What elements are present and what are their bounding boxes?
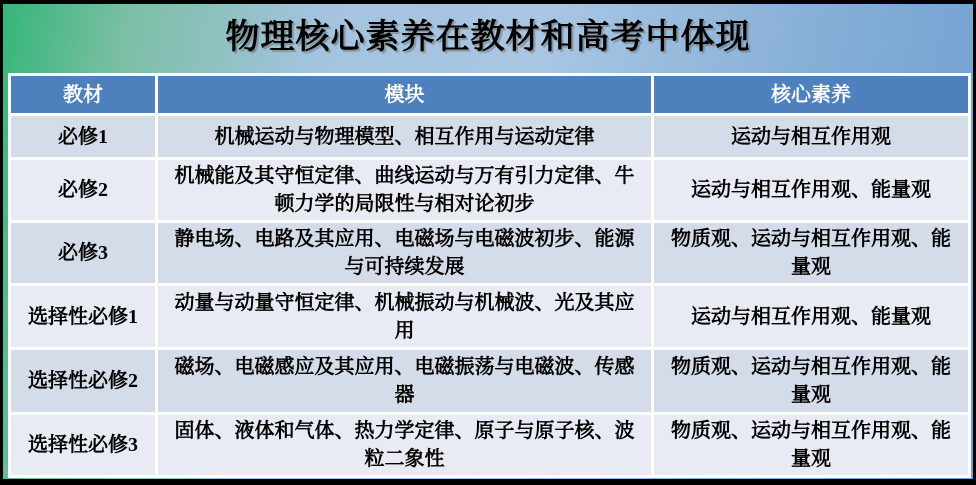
table-header-row	[10, 75, 970, 115]
module-cell: 静电场、电路及其应用、电磁场与电磁波初步、能源与可持续发展	[157, 222, 653, 285]
table-row	[10, 159, 970, 222]
competency-cell: 物质观、运动与相互作用观、能量观	[653, 222, 970, 285]
textbook-cell: 选择性必修3	[10, 414, 157, 477]
competency-cell: 物质观、运动与相互作用观、能量观	[653, 349, 970, 414]
textbook-cell: 选择性必修2	[10, 349, 157, 414]
textbook-cell: 必修2	[10, 159, 157, 222]
competency-cell: 运动与相互作用观、能量观	[653, 159, 970, 222]
textbook-cell: 必修3	[10, 222, 157, 285]
textbook-cell: 必修1	[10, 115, 157, 159]
header-competency: 核心素养	[653, 75, 970, 115]
table-row	[10, 222, 970, 285]
header-module: 模块	[157, 75, 653, 115]
table-row	[10, 115, 970, 159]
table-row	[10, 414, 970, 477]
module-cell: 机械能及其守恒定律、曲线运动与万有引力定律、牛顿力学的局限性与相对论初步	[157, 159, 653, 222]
competency-cell: 运动与相互作用观、能量观	[653, 285, 970, 349]
module-cell: 固体、液体和气体、热力学定律、原子与原子核、波粒二象性	[157, 414, 653, 477]
table-row	[10, 285, 970, 349]
page-title: 物理核心素养在教材和高考中体现	[225, 19, 751, 56]
header-textbook: 教材	[10, 75, 157, 115]
module-cell: 磁场、电磁感应及其应用、电磁振荡与电磁波、传感器	[157, 349, 653, 414]
competency-cell: 物质观、运动与相互作用观、能量观	[653, 414, 970, 477]
module-cell: 机械运动与物理模型、相互作用与运动定律	[157, 115, 653, 159]
module-cell: 动量与动量守恒定律、机械振动与机械波、光及其应用	[157, 285, 653, 349]
competency-cell: 运动与相互作用观	[653, 115, 970, 159]
textbook-cell: 选择性必修1	[10, 285, 157, 349]
core-competency-table	[8, 73, 971, 478]
table-row	[10, 349, 970, 414]
